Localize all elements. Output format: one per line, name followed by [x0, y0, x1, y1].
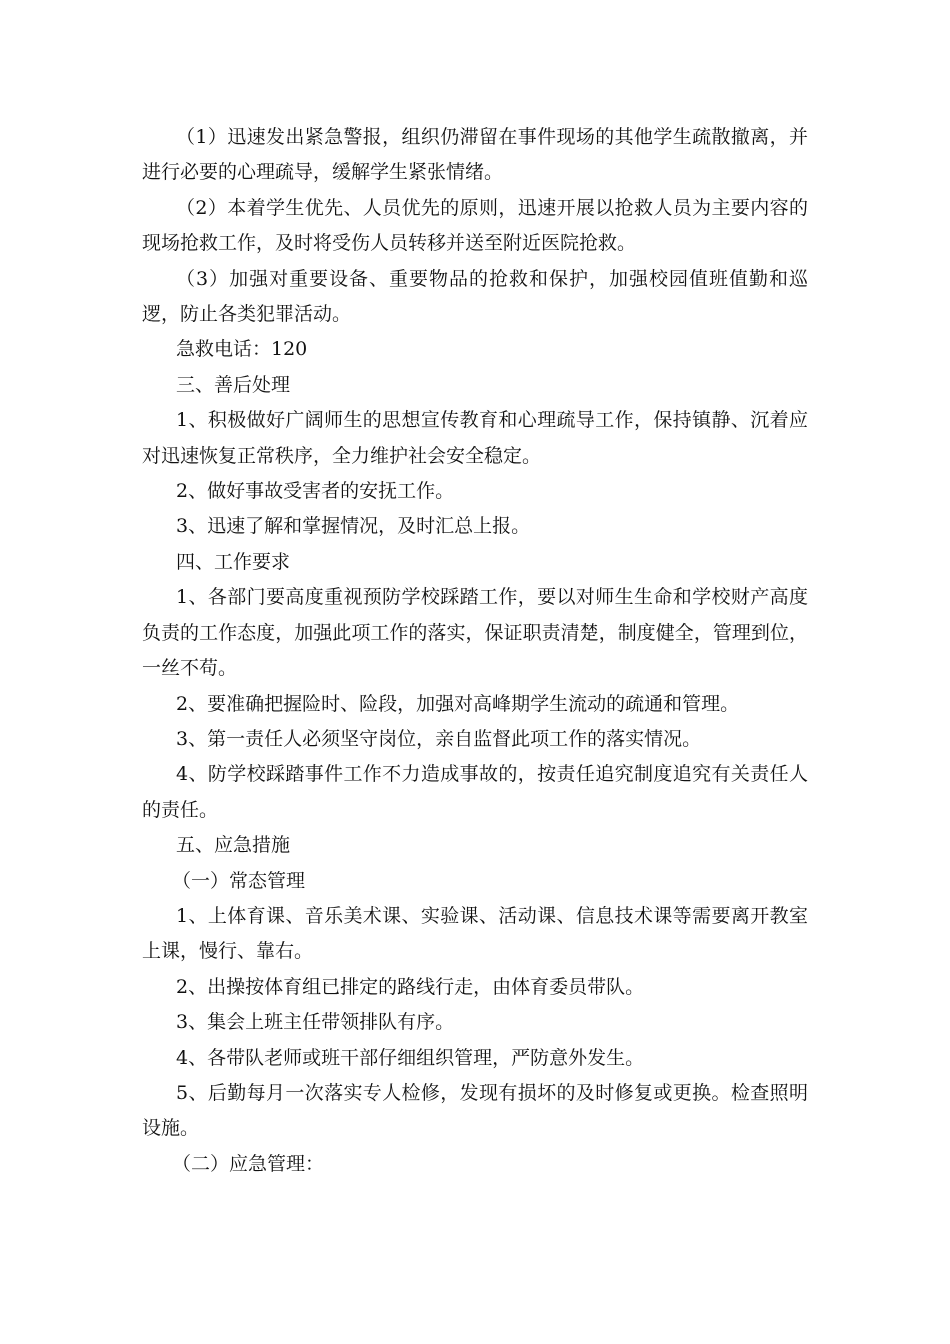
paragraph-routine-1: 1、上体育课、音乐美术课、实验课、活动课、信息技术课等需要离开教室上课，慢行、靠右。 [142, 904, 808, 963]
section-heading-requirements: 四、工作要求 [176, 550, 291, 573]
paragraph-aftermath-1: 1、积极做好广阔师生的思想宣传教育和心理疏导工作，保持镇静、沉着应对迅速恢复正常秩序，全力维护社会安全稳定。 [142, 409, 808, 467]
subsection-heading-routine: （一）常态管理 [172, 869, 306, 892]
document-page [142, 120, 808, 1182]
paragraph-emergency-phone: 急救电话：120 [176, 338, 308, 361]
paragraph-aftermath-2: 2、做好事故受害者的安抚工作。 [176, 480, 455, 503]
section-heading-aftermath: 三、善后处理 [176, 373, 291, 396]
paragraph-routine-4: 4、各带队老师或班干部仔细组织管理，严防意外发生。 [176, 1046, 645, 1069]
paragraph-rescue-priority: （2）本着学生优先、人员优先的原则，迅速开展以抢救人员为主要内容的现场抢救工作，及时将受伤人员转移并送至附近医院抢救。 [142, 196, 808, 255]
subsection-heading-emergency: （二）应急管理： [172, 1152, 325, 1175]
paragraph-routine-5: 5、后勤每月一次落实专人检修，发现有损坏的及时修复或更换。检查照明设施。 [142, 1081, 808, 1140]
paragraph-requirement-3: 3、第一责任人必须坚守岗位，亲自监督此项工作的落实情况。 [176, 727, 702, 750]
paragraph-aftermath-3: 3、迅速了解和掌握情况，及时汇总上报。 [176, 515, 531, 538]
section-heading-measures: 五、应急措施 [176, 834, 291, 857]
paragraph-routine-2: 2、出操按体育组已排定的路线行走，由体育委员带队。 [176, 975, 645, 998]
paragraph-protect-equipment: （3）加强对重要设备、重要物品的抢救和保护，加强校园值班值勤和巡逻，防止各类犯罪活动。 [142, 267, 808, 326]
paragraph-requirement-4: 4、防学校踩踏事件工作不力造成事故的，按责任追究制度追究有关责任人的责任。 [142, 763, 808, 821]
paragraph-requirement-2: 2、要准确把握险时、险段，加强对高峰期学生流动的疏通和管理。 [176, 692, 740, 715]
paragraph-requirement-1: 1、各部门要高度重视预防学校踩踏工作，要以对师生生命和学校财产高度负责的工作态度，加强此项工作的落实，保证职责清楚，制度健全，管理到位，一丝不苟。 [142, 586, 808, 680]
paragraph-routine-3: 3、集会上班主任带领排队有序。 [176, 1011, 455, 1034]
paragraph-emergency-alarm: （1）迅速发出紧急警报，组织仍滞留在事件现场的其他学生疏散撤离，并进行必要的心理疏导，缓解学生紧张情绪。 [142, 126, 808, 184]
